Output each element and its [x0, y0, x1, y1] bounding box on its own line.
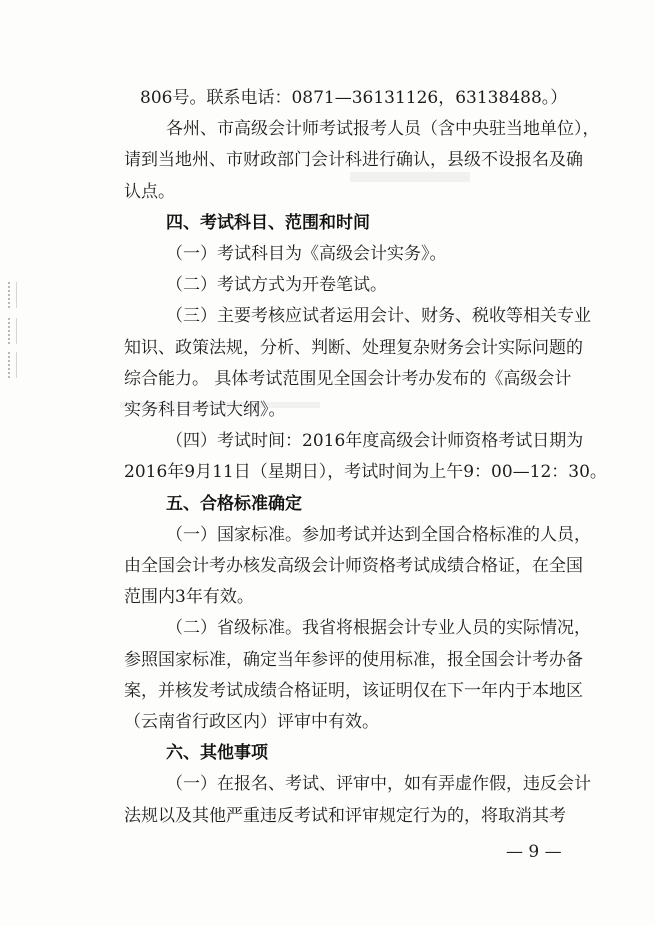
binding-mark — [8, 318, 17, 344]
section-heading: 四、考试科目、范围和时间 — [166, 212, 370, 233]
body-line: 2016年9月11日（星期日），考试时间为上午9：00—12：30。 — [124, 462, 607, 483]
body-line: （二）省级标准。我省将根据会计专业人员的实际情况， — [166, 618, 591, 639]
body-line: 806号。联系电话：0871—36131126，63138488。） — [140, 88, 568, 108]
body-line: 案，并核发考试成绩合格证明，该证明仅在下一年内于本地区 — [124, 680, 583, 701]
body-line: （云南省行政区内）评审中有效。 — [124, 712, 379, 732]
body-line: （一）在报名、考试、评审中，如有弄虚作假，违反会计 — [166, 774, 591, 795]
body-line: （二）考试方式为开卷笔试。 — [166, 275, 387, 296]
body-line: 范围内3年有效。 — [124, 587, 254, 608]
section-heading: 六、其他事项 — [166, 743, 268, 764]
body-line: 由全国会计考办核发高级会计师资格考试成绩合格证，在全国 — [124, 556, 583, 576]
page-number: — 9 — — [506, 842, 562, 862]
body-line: 请到当地州、市财政部门会计科进行确认，县级不设报名及确 — [124, 150, 583, 171]
body-line: 认点。 — [124, 181, 175, 202]
body-line: 实务科目考试大纲》。 — [124, 400, 286, 420]
body-line: （一）考试科目为《高级会计实务》。 — [166, 244, 447, 264]
body-line: 各州、市高级会计师考试报考人员（含中央驻当地单位）， — [166, 119, 600, 140]
body-line: （一）国家标准。参加考试并达到全国合格标准的人员， — [166, 524, 591, 545]
body-line: 参照国家标准，确定当年参评的使用标准，报全国会计考办备 — [124, 649, 583, 670]
body-line: （三）主要考核应试者运用会计、财务、税收等相关专业 — [166, 306, 591, 327]
body-line: 综合能力。 具体考试范围见全国会计考办发布的《高级会计 — [124, 368, 572, 389]
body-line: （四）考试时间：2016年度高级会计师资格考试日期为 — [166, 431, 584, 452]
binding-mark — [8, 352, 17, 378]
scan-artifact — [350, 172, 470, 182]
body-line: 法规以及其他严重违反考试和评审规定行为的，将取消其考 — [124, 805, 566, 826]
body-line: 知识、政策法规，分析、判断、处理复杂财务会计实际问题的 — [124, 337, 583, 358]
section-heading: 五、合格标准确定 — [166, 493, 302, 514]
binding-mark — [8, 282, 17, 308]
